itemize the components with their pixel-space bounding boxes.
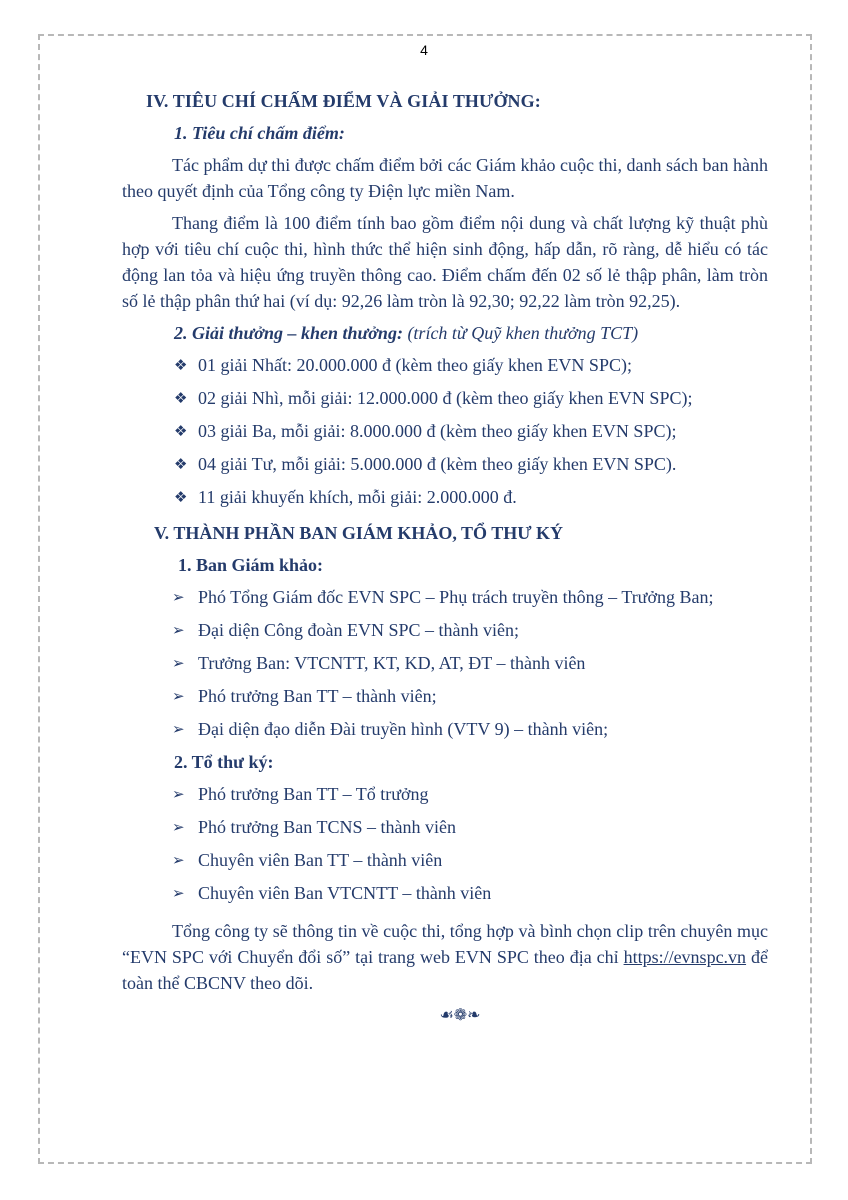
closing-paragraph xyxy=(122,918,768,996)
prize-item-text: 04 giải Tư, mỗi giải: 5.000.000 đ (kèm theo giấy khen EVN SPC). xyxy=(198,454,677,474)
secretary-item xyxy=(172,847,768,873)
arrow-bullet-icon: ➢ xyxy=(172,818,185,836)
secretary-item xyxy=(172,781,768,807)
judge-item-text: Phó trưởng Ban TT – thành viên; xyxy=(198,686,437,706)
prize-list xyxy=(122,352,768,510)
criteria-paragraph-2: Thang điểm là 100 điểm tính bao gồm điểm nội dung và chất lượng kỹ thuật phù hợp với tiêu chí cuộc thi, hình thức thể hiện sinh động, hấp dẫn, rõ ràng, dễ hiểu có tác động lan tỏa và hiệu ứng truyền thông cao. Điểm chấm đến 02 số lẻ thập phân, làm tròn số lẻ thập phân thứ hai (ví dụ: 92,26 làm tròn là 92,30; 92,22 làm tròn 92,25). xyxy=(122,213,768,311)
document-content xyxy=(122,88,768,1028)
secretary-item-text: Phó trưởng Ban TT – Tổ trưởng xyxy=(198,784,429,804)
ornament-divider: ☙❁❧ xyxy=(439,1005,481,1024)
criteria-paragraph-1: Tác phẩm dự thi được chấm điểm bởi các Giám khảo cuộc thi, danh sách ban hành theo quyết định của Tổng công ty Điện lực miền Nam. xyxy=(122,155,768,201)
arrow-bullet-icon: ➢ xyxy=(172,884,185,902)
arrow-bullet-icon: ➢ xyxy=(172,654,185,672)
secretary-item-text: Phó trưởng Ban TCNS – thành viên xyxy=(198,817,456,837)
prize-item xyxy=(174,484,768,510)
arrow-bullet-icon: ➢ xyxy=(172,588,185,606)
diamond-bullet-icon: ❖ xyxy=(174,488,188,506)
prize-item xyxy=(174,418,768,444)
section-iv-title: IV. TIÊU CHÍ CHẤM ĐIỂM VÀ GIẢI THƯỞNG: xyxy=(146,91,541,111)
arrow-bullet-icon: ➢ xyxy=(172,687,185,705)
judge-item-text: Trưởng Ban: VTCNTT, KT, KD, AT, ĐT – thành viên xyxy=(198,653,586,673)
secretaries-list xyxy=(122,781,768,906)
arrow-bullet-icon: ➢ xyxy=(172,851,185,869)
prize-item-text: 02 giải Nhì, mỗi giải: 12.000.000 đ (kèm theo giấy khen EVN SPC); xyxy=(198,388,693,408)
prize-item xyxy=(174,451,768,477)
website-link[interactable]: https://evnspc.vn xyxy=(623,947,747,967)
criteria-subtitle: 1. Tiêu chí chấm điểm: xyxy=(174,123,345,143)
judge-item xyxy=(172,617,768,643)
secretary-item-text: Chuyên viên Ban VTCNTT – thành viên xyxy=(198,883,492,903)
secretaries-subtitle: 2. Tổ thư ký: xyxy=(174,752,274,772)
closing-text-after: để toàn thể CBCNV theo dõi. xyxy=(122,947,768,993)
arrow-bullet-icon: ➢ xyxy=(172,720,185,738)
prize-item-text: 11 giải khuyến khích, mỗi giải: 2.000.000 đ. xyxy=(198,487,517,507)
diamond-bullet-icon: ❖ xyxy=(174,422,188,440)
prize-item-text: 03 giải Ba, mỗi giải: 8.000.000 đ (kèm theo giấy khen EVN SPC); xyxy=(198,421,677,441)
page-number: 4 xyxy=(420,42,428,58)
judge-item-text: Đại diện Công đoàn EVN SPC – thành viên; xyxy=(198,620,519,640)
judge-item-text: Đại diện đạo diễn Đài truyền hình (VTV 9) – thành viên; xyxy=(198,719,609,739)
diamond-bullet-icon: ❖ xyxy=(174,455,188,473)
arrow-bullet-icon: ➢ xyxy=(172,621,185,639)
secretary-item xyxy=(172,814,768,840)
secretary-item xyxy=(172,880,768,906)
prizes-subtitle-label: 2. Giải thưởng – khen thưởng: xyxy=(174,323,403,343)
judge-item xyxy=(172,716,768,742)
judge-item xyxy=(172,584,768,610)
prize-item-text: 01 giải Nhất: 20.000.000 đ (kèm theo giấy khen EVN SPC); xyxy=(198,355,632,375)
section-v-title: V. THÀNH PHẦN BAN GIÁM KHẢO, TỔ THƯ KÝ xyxy=(154,523,564,543)
judge-item xyxy=(172,683,768,709)
judge-item xyxy=(172,650,768,676)
judge-item-text: Phó Tổng Giám đốc EVN SPC – Phụ trách truyền thông – Trưởng Ban; xyxy=(198,587,714,607)
secretary-item-text: Chuyên viên Ban TT – thành viên xyxy=(198,850,443,870)
diamond-bullet-icon: ❖ xyxy=(174,356,188,374)
prize-item xyxy=(174,352,768,378)
closing-text-before: Tổng công ty sẽ thông tin về cuộc thi, tổng hợp và bình chọn clip trên chuyên mục “EVN SPC với Chuyển đổi số” tại trang web EVN SPC theo địa chỉ xyxy=(122,921,768,967)
judges-list xyxy=(122,584,768,742)
diamond-bullet-icon: ❖ xyxy=(174,389,188,407)
arrow-bullet-icon: ➢ xyxy=(172,785,185,803)
prizes-subtitle xyxy=(174,320,768,346)
prize-item xyxy=(174,385,768,411)
judges-subtitle: 1. Ban Giám khảo: xyxy=(178,555,324,575)
prizes-subtitle-note: (trích từ Quỹ khen thưởng TCT) xyxy=(407,323,639,343)
